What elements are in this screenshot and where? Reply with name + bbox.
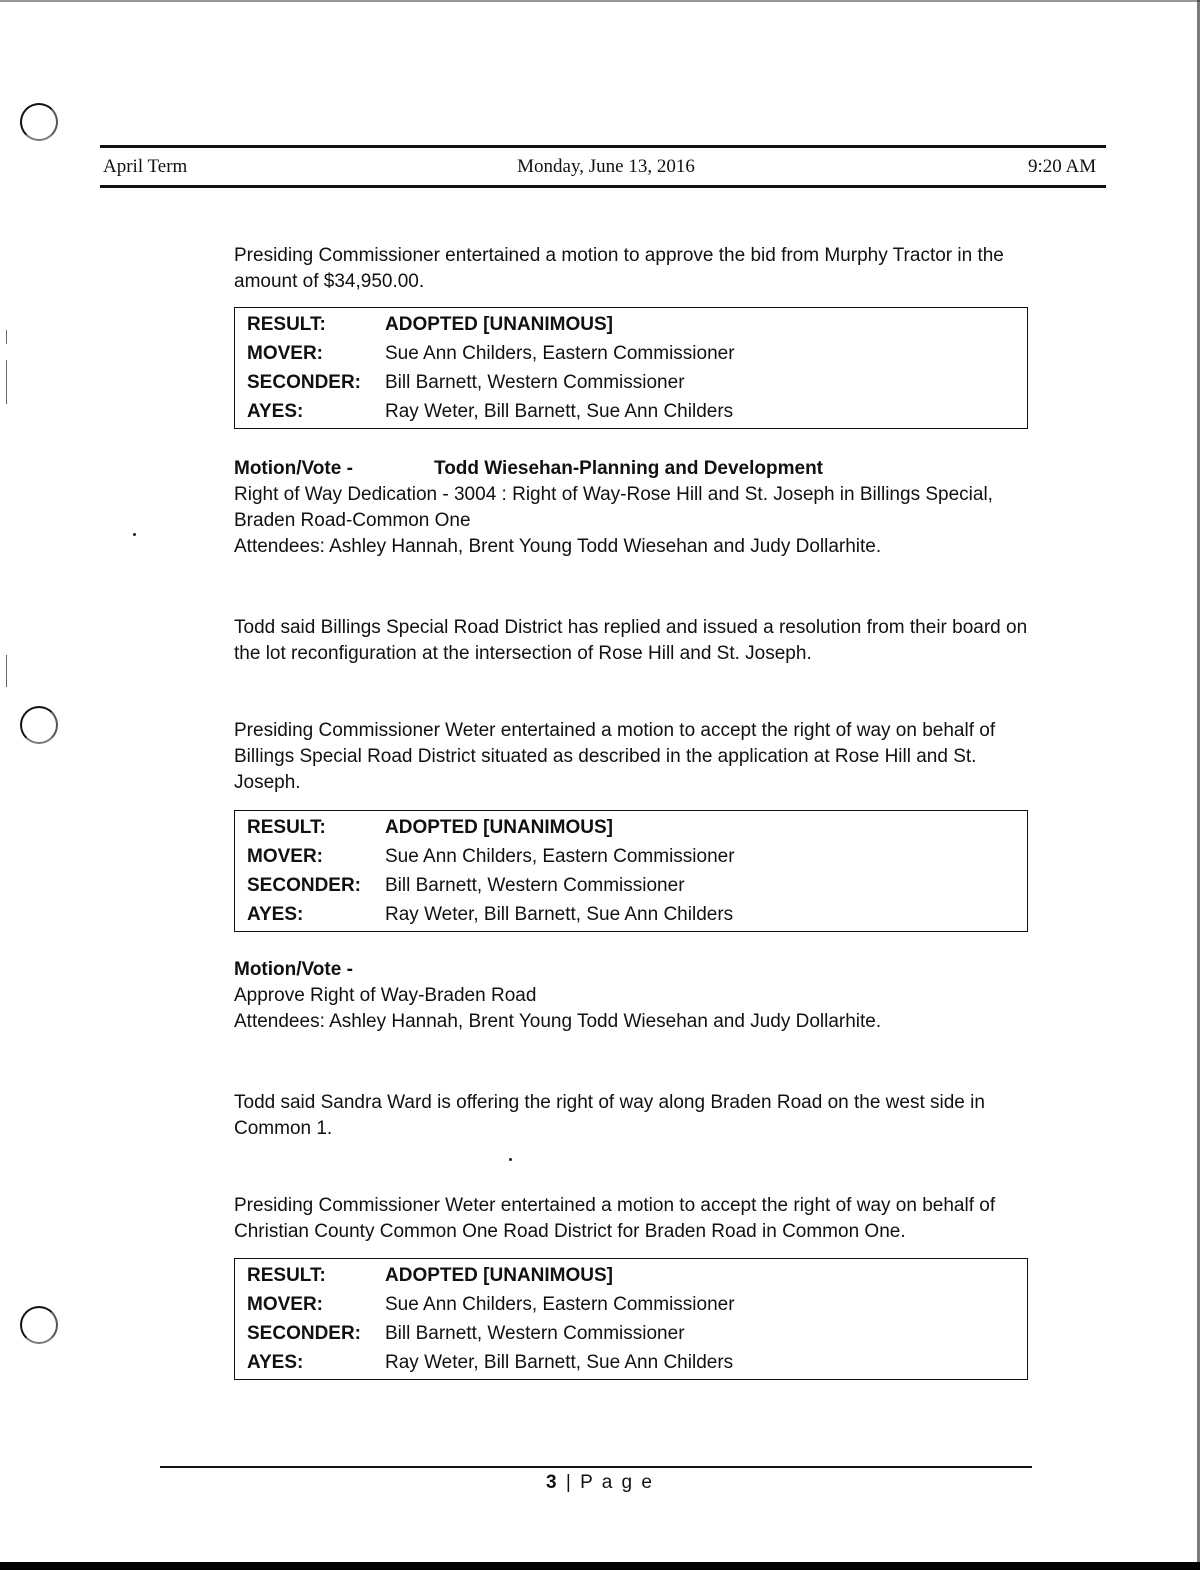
motion-paragraph <box>234 1193 1034 1245</box>
vote-row-result <box>235 310 1027 339</box>
scan-edge-top <box>0 0 1200 2</box>
vote-label: RESULT: <box>247 816 326 838</box>
page-number: 3 <box>546 1472 559 1493</box>
motion-line: Right of Way Dedication - 3004 : Right of Way-Rose Hill and St. Joseph in Billings Special, Braden Road-Common One <box>234 484 993 531</box>
vote-row-seconder <box>235 368 1027 397</box>
paragraph-text: Todd said Billings Special Road District has replied and issued a resolution from their board on the lot reconfiguration at the intersection of Rose Hill and St. Joseph. <box>234 617 1028 664</box>
vote-table <box>234 810 1028 932</box>
motion-heading <box>234 456 1034 482</box>
motion-line: Approve Right of Way-Braden Road <box>234 985 537 1006</box>
vote-row-seconder <box>235 1319 1027 1348</box>
punch-hole-icon <box>20 103 58 141</box>
motion-paragraph <box>234 615 1034 667</box>
vote-ayes-value: Ray Weter, Bill Barnett, Sue Ann Childers <box>385 1351 734 1373</box>
vote-seconder-value: Bill Barnett, Western Commissioner <box>385 1322 685 1344</box>
paragraph-text: Presiding Commissioner entertained a motion to approve the bid from Murphy Tractor in the amount of $34,950.00. <box>234 245 1004 292</box>
page-footer <box>0 1472 1200 1494</box>
vote-label: MOVER: <box>247 1293 323 1315</box>
punch-hole-icon <box>20 1306 58 1344</box>
vote-table <box>234 1258 1028 1380</box>
speck <box>133 533 136 536</box>
header-time: 9:20 AM <box>1028 156 1097 177</box>
punch-hole-icon <box>20 706 58 744</box>
header-date: Monday, June 13, 2016 <box>517 156 695 177</box>
header-rule-top <box>100 145 1106 148</box>
paragraph-text: Presiding Commissioner Weter entertained a motion to accept the right of way on behalf of Billings Special Road District situated as described in the application at Rose Hill and St. Joseph. <box>234 720 996 793</box>
scan-edge-bottom <box>0 1562 1200 1570</box>
scan-mark <box>6 360 7 404</box>
header-term: April Term <box>103 156 188 177</box>
vote-label: AYES: <box>247 1351 304 1373</box>
speck <box>509 1158 512 1161</box>
vote-row-mover <box>235 339 1027 368</box>
scan-mark <box>6 655 7 687</box>
vote-row-mover <box>235 842 1027 871</box>
motion-title: Todd Wiesehan-Planning and Development <box>434 458 824 479</box>
vote-label: AYES: <box>247 903 304 925</box>
paragraph-text: Todd said Sandra Ward is offering the right of way along Braden Road on the west side in Common 1. <box>234 1092 985 1139</box>
vote-seconder-value: Bill Barnett, Western Commissioner <box>385 371 685 393</box>
vote-row-ayes <box>235 900 1027 929</box>
motion-paragraph <box>234 1090 1034 1142</box>
vote-result-value: ADOPTED [UNANIMOUS] <box>385 1264 613 1286</box>
scan-mark <box>6 330 7 344</box>
motion-lead: Motion/Vote - <box>234 959 353 980</box>
vote-row-ayes <box>235 397 1027 426</box>
vote-label: SECONDER: <box>247 874 362 896</box>
page-label: | P a g e <box>565 1472 654 1493</box>
vote-table <box>234 307 1028 429</box>
vote-ayes-value: Ray Weter, Bill Barnett, Sue Ann Childers <box>385 903 734 925</box>
header-rule-bottom <box>100 185 1106 188</box>
vote-label: MOVER: <box>247 342 323 364</box>
motion-lead: Motion/Vote - <box>234 458 353 479</box>
vote-ayes-value: Ray Weter, Bill Barnett, Sue Ann Childers <box>385 400 734 422</box>
motion-heading <box>234 957 1034 983</box>
motion-section <box>234 456 1034 560</box>
footer-rule <box>160 1466 1032 1468</box>
vote-row-seconder <box>235 871 1027 900</box>
motion-paragraph <box>234 243 1034 295</box>
vote-row-ayes <box>235 1348 1027 1377</box>
vote-result-value: ADOPTED [UNANIMOUS] <box>385 816 613 838</box>
vote-mover-value: Sue Ann Childers, Eastern Commissioner <box>385 1293 735 1315</box>
vote-row-mover <box>235 1290 1027 1319</box>
motion-paragraph <box>234 718 1034 796</box>
vote-label: RESULT: <box>247 313 326 335</box>
paragraph-text: Presiding Commissioner Weter entertained a motion to accept the right of way on behalf of Christian County Common One Road District for Braden Road in Common One. <box>234 1195 996 1242</box>
vote-row-result <box>235 813 1027 842</box>
vote-mover-value: Sue Ann Childers, Eastern Commissioner <box>385 845 735 867</box>
vote-label: RESULT: <box>247 1264 326 1286</box>
motion-section <box>234 957 1034 1035</box>
motion-attendees: Attendees: Ashley Hannah, Brent Young Todd Wiesehan and Judy Dollarhite. <box>234 1011 882 1032</box>
vote-mover-value: Sue Ann Childers, Eastern Commissioner <box>385 342 735 364</box>
vote-label: SECONDER: <box>247 371 362 393</box>
vote-label: MOVER: <box>247 845 323 867</box>
vote-label: AYES: <box>247 400 304 422</box>
vote-label: SECONDER: <box>247 1322 362 1344</box>
motion-attendees: Attendees: Ashley Hannah, Brent Young Todd Wiesehan and Judy Dollarhite. <box>234 536 882 557</box>
vote-result-value: ADOPTED [UNANIMOUS] <box>385 313 613 335</box>
vote-seconder-value: Bill Barnett, Western Commissioner <box>385 874 685 896</box>
vote-row-result <box>235 1261 1027 1290</box>
